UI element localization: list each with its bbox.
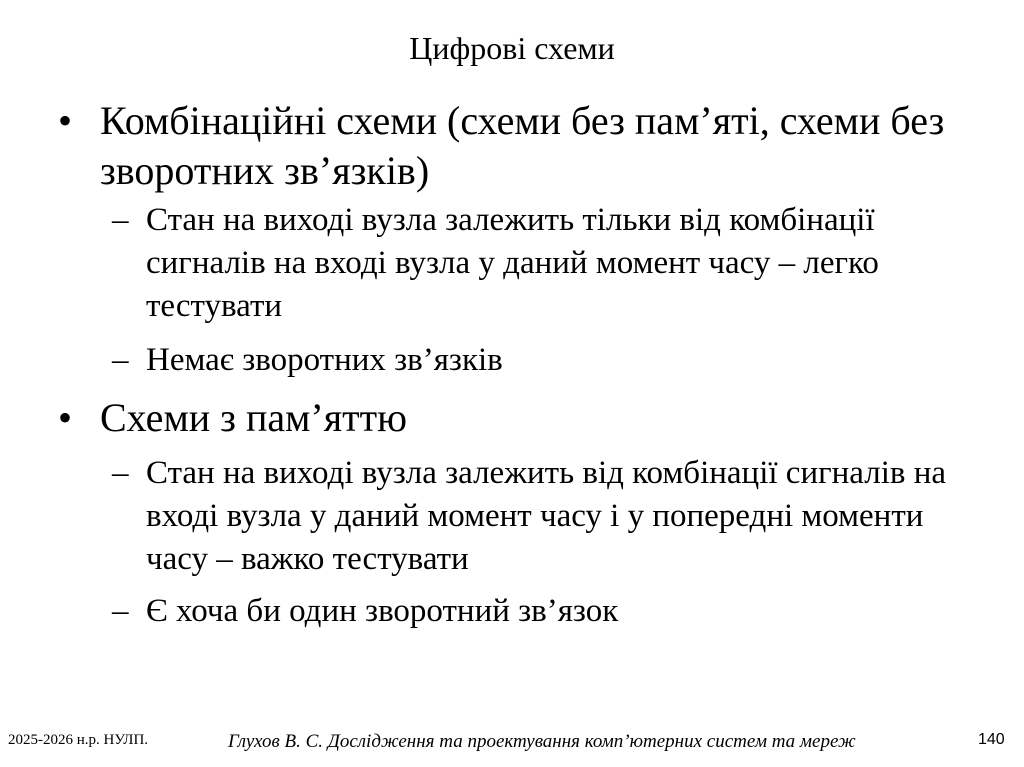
sub-bullet-has-feedback-text: Є хоча би один зворотний зв’язок bbox=[146, 593, 619, 629]
bullet-combinational-text: Комбінаційні схеми (схеми без пам’яті, схеми без зворотних зв’язків) bbox=[100, 98, 945, 193]
page-number: 140 bbox=[978, 731, 1005, 748]
dash-marker: – bbox=[112, 202, 129, 238]
bullet-marker: • bbox=[58, 395, 73, 440]
sub-bullet-no-feedback bbox=[112, 339, 952, 382]
bullet-marker: • bbox=[58, 98, 73, 143]
bullet-memory-circuits-text: Схеми з пам’яттю bbox=[100, 395, 407, 440]
bullet-memory-circuits bbox=[58, 393, 958, 443]
bullet-combinational bbox=[58, 96, 958, 196]
slide-title: Цифрові схеми bbox=[409, 30, 615, 66]
dash-marker: – bbox=[112, 455, 129, 491]
dash-marker: – bbox=[112, 593, 129, 629]
sub-bullet-output-depends-on-history bbox=[112, 452, 952, 581]
sub-bullet-output-depends-on-inputs bbox=[112, 199, 952, 328]
sub-bullet-output-depends-on-history-text: Стан на виході вузла залежить від комбінації сигналів на вході вузла у даний момент часу і у попередні моменти часу – важко тестувати bbox=[146, 455, 947, 577]
footer-course-title: Глухов В. С. Дослідження та проектування комп’ютерних систем та мереж bbox=[228, 731, 856, 752]
sub-bullet-output-depends-on-inputs-text: Стан на виході вузла залежить тільки від комбінації сигналів на вході вузла у даний момент часу – легко тестувати bbox=[146, 202, 879, 324]
sub-bullet-no-feedback-text: Немає зворотних зв’язків bbox=[146, 342, 503, 378]
dash-marker: – bbox=[112, 342, 129, 378]
sub-bullet-has-feedback bbox=[112, 590, 952, 633]
footer-academic-year: 2025-2026 н.р. НУЛП. bbox=[8, 732, 149, 748]
